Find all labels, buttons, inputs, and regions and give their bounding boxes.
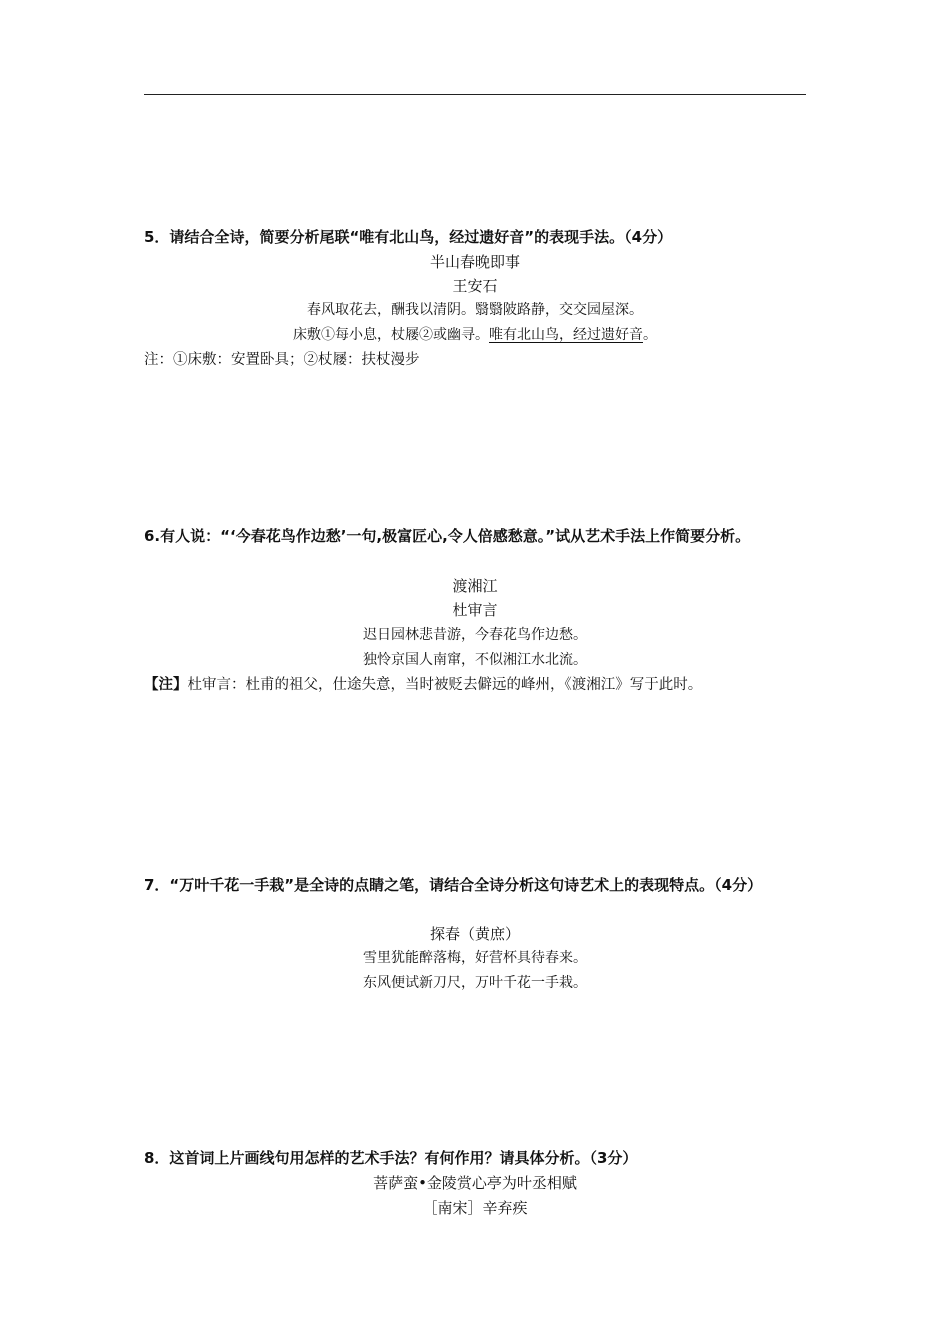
poem-line-6-1: 迟日园林悲昔游，今春花鸟作边愁。 [363,627,587,643]
question-6: 6.有人说：“‘今春花鸟作边愁’一句,极富匠心,令人倍感愁意。”试从艺术手法上作简要分析。 [144,527,751,545]
poem-title-5: 半山春晚即事 [429,253,520,271]
poem-line-7-2: 东风便试新刀尺，万叶千花一手栽。 [363,975,587,991]
question-8: 8．这首词上片画线句用怎样的艺术手法？有何作用？请具体分析。（3分） [144,1149,638,1167]
poem-title-8: 菩萨蛮•金陵赏心亭为叶丞相赋 [373,1174,577,1192]
poem-line-5-1: 春风取花去，酬我以清阴。翳翳陂路静，交交园屋深。 [307,302,643,318]
poem-line-5-2a: 床敷①每小息，杖屦②或幽寻。 [293,327,489,343]
header-rule [144,94,806,95]
note-6 [144,673,808,697]
poem-title-6: 渡湘江 [452,577,498,595]
poem-author-8: ［南宋］辛弃疾 [422,1199,528,1217]
note-label: 【注】 [144,677,188,693]
poem-title-7: 探春（黄庶） [429,925,520,943]
note-6-text: 杜审言：杜甫的祖父，仕途失意，当时被贬去僻远的峰州，《渡湘江》写于此时。 [187,677,703,693]
underlined-verse: 唯有北山鸟，经过遗好音 [489,327,643,343]
poem-line-5-2 [144,323,806,347]
note-5: 注：①床敷：安置卧具；②杖屦：扶杖漫步 [144,352,420,368]
poem-author-5: 王安石 [452,277,498,295]
poem-line-5-2-end: 。 [643,327,657,343]
question-5: 5．请结合全诗，简要分析尾联“唯有北山鸟，经过遗好音”的表现手法。（4分） [144,228,673,246]
poem-author-6: 杜审言 [452,601,498,619]
question-7: 7．“万叶千花一手栽”是全诗的点睛之笔，请结合全诗分析这句诗艺术上的表现特点。（4分） [144,876,763,894]
poem-line-6-2: 独怜京国人南窜，不似湘江水北流。 [363,652,587,668]
poem-line-7-1: 雪里犹能醉落梅，好营杯具待春来。 [363,950,587,966]
